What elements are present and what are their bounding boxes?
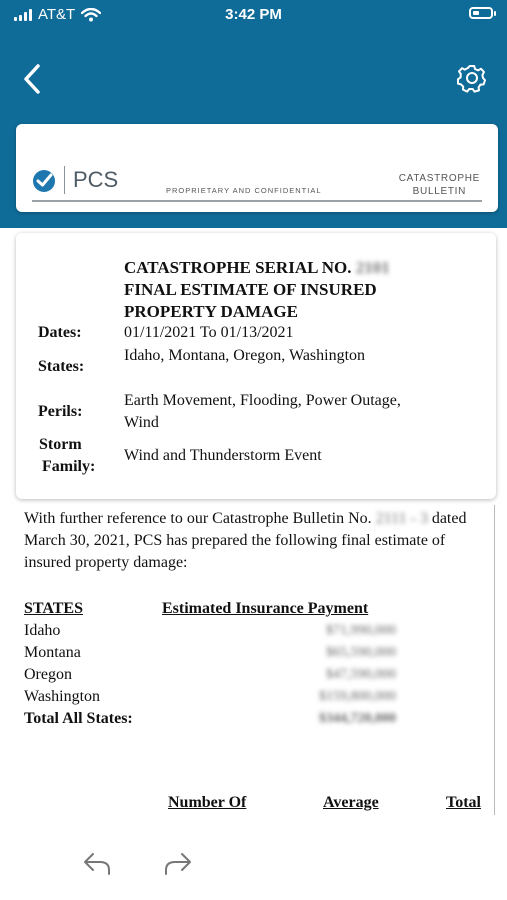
- carrier-name: AT&T: [38, 6, 76, 23]
- table-row: [24, 642, 404, 664]
- confidential-label: PROPRIETARY AND CONFIDENTIAL: [166, 186, 322, 195]
- settings-button[interactable]: [457, 63, 487, 93]
- battery-icon: [469, 7, 493, 19]
- total-row: [24, 708, 404, 730]
- bulletin-reference: 2111 - 3: [375, 510, 428, 527]
- summary-title: [124, 257, 390, 323]
- total-column-header: Total: [446, 794, 481, 811]
- bulletin-label-line2: BULLETIN: [412, 186, 467, 197]
- states-value: Idaho, Montana, Oregon, Washington: [124, 347, 366, 364]
- perils-value: Earth Movement, Flooding, Power Outage, Wind: [124, 392, 401, 431]
- summary-card: [16, 233, 496, 499]
- table-row: [24, 620, 404, 642]
- nav-back-button[interactable]: [82, 850, 112, 878]
- state-amount: $47,590,000: [326, 667, 396, 682]
- intro-paragraph: [24, 508, 490, 574]
- state-amount: $71,990,000: [326, 623, 396, 638]
- storm-family-value: Wind and Thunderstorm Event: [124, 447, 322, 464]
- state-amount: $159,800,000: [319, 689, 396, 704]
- bulletin-body: [24, 508, 490, 574]
- content-border: [494, 505, 495, 815]
- total-amount: $344,720,000: [319, 711, 396, 726]
- chevron-left-icon: [18, 62, 48, 96]
- total-label: Total All States:: [24, 710, 133, 727]
- perils-label: Perils:: [38, 403, 83, 420]
- average-column-header: Average: [323, 794, 379, 811]
- status-bar: [0, 0, 507, 30]
- storm-family-label: [38, 434, 118, 478]
- gear-icon: [457, 63, 487, 93]
- arrow-back-icon: [82, 850, 112, 878]
- title-line-2: FINAL ESTIMATE OF INSURED: [124, 280, 377, 299]
- table-row: [24, 664, 404, 686]
- title-line-1: CATASTROPHE SERIAL NO.: [124, 258, 352, 277]
- serial-number: 2101: [355, 258, 390, 277]
- brand-name: PCS: [64, 166, 118, 194]
- back-button[interactable]: [18, 62, 48, 96]
- states-label: States:: [38, 358, 85, 375]
- status-time: 3:42 PM: [225, 6, 282, 23]
- title-line-3: PROPERTY DAMAGE: [124, 302, 298, 321]
- bottom-toolbar: [0, 818, 507, 900]
- bulletin-letterhead: [16, 124, 498, 212]
- nav-forward-button[interactable]: [163, 850, 193, 878]
- state-name: Idaho: [24, 622, 61, 639]
- intro-start: With further reference to our Catastrophe Bulletin No.: [24, 510, 372, 527]
- states-column-header: STATES: [24, 600, 83, 617]
- state-name: Washington: [24, 688, 101, 705]
- payment-column-header: Estimated Insurance Payment: [162, 600, 369, 617]
- bulletin-label-line1: CATASTROPHE: [398, 173, 480, 184]
- storm-label-line2: Family:: [42, 458, 96, 475]
- bulletin-label: [399, 172, 480, 198]
- storm-label-line1: Storm: [39, 436, 82, 453]
- number-of-column-header: Number Of: [168, 794, 247, 811]
- state-name: Montana: [24, 644, 81, 661]
- state-amount: $65,590,000: [326, 645, 396, 660]
- pcs-logo-icon: [32, 169, 56, 193]
- arrow-forward-icon: [163, 850, 193, 878]
- state-name: Oregon: [24, 666, 72, 683]
- dates-value: 01/11/2021 To 01/13/2021: [124, 324, 294, 341]
- table-row: [24, 686, 404, 708]
- intro-end: dated March 30, 2021, PCS has prepared the following final estimate of insured property damage:: [24, 510, 467, 571]
- dates-label: Dates:: [38, 324, 82, 341]
- letterhead-divider: [32, 200, 482, 202]
